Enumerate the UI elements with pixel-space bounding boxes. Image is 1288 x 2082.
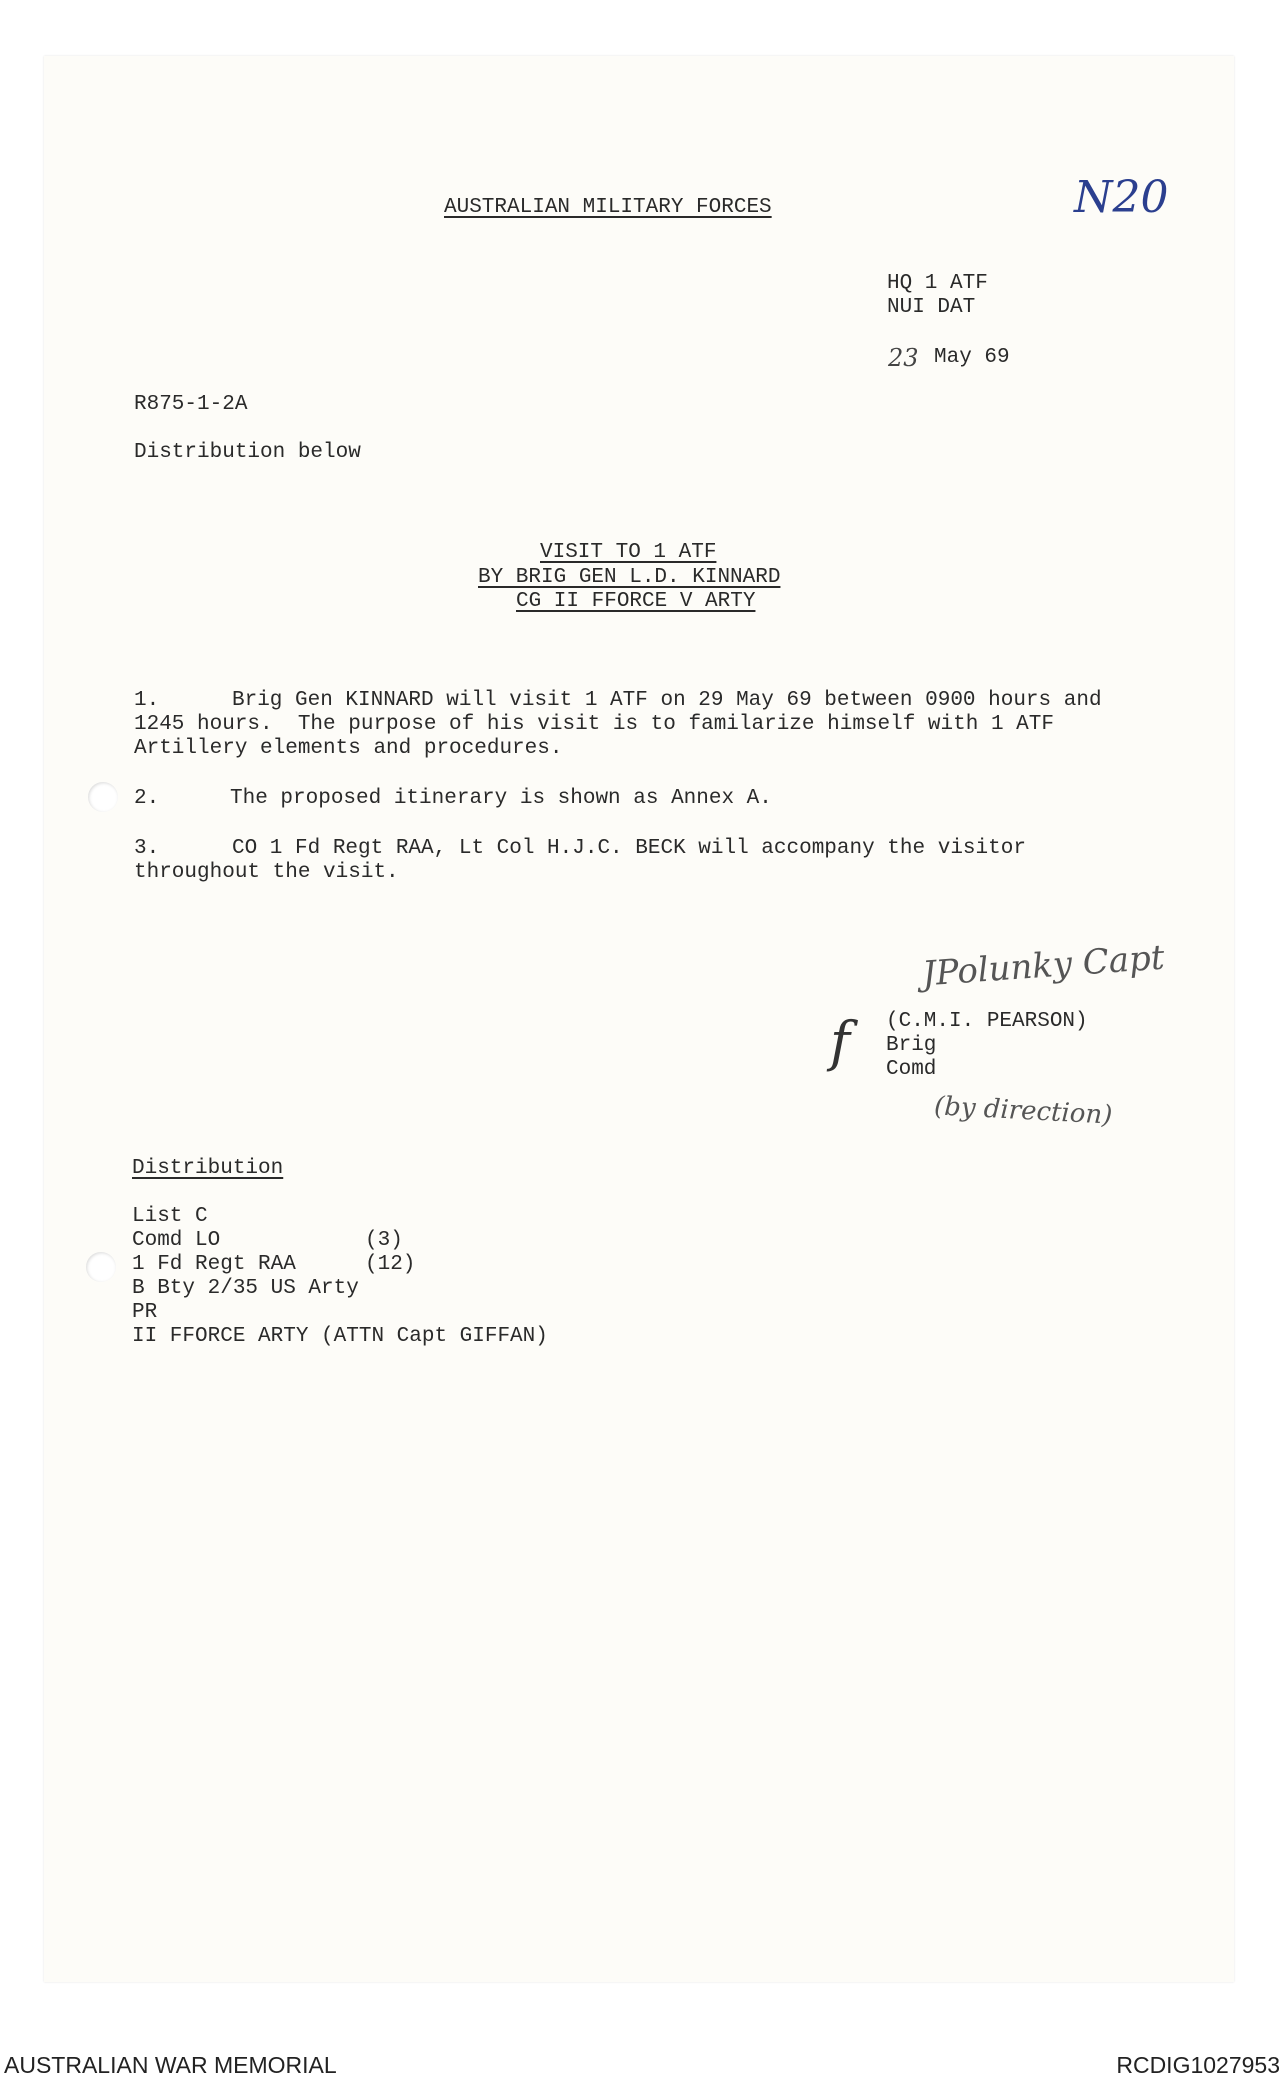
paragraph-text: CO 1 Fd Regt RAA, Lt Col H.J.C. BECK will accompany the visitor: [232, 837, 1026, 860]
paragraph-text: 1245 hours. The purpose of his visit is to familarize himself with 1 ATF: [134, 713, 1054, 736]
paragraph-number: 2.: [134, 787, 160, 810]
distribution-item: II FFORCE ARTY (ATTN Capt GIFFAN): [132, 1325, 548, 1348]
signatory-title: Comd: [886, 1058, 937, 1081]
distribution-copies: (12): [365, 1253, 416, 1276]
punch-hole: [88, 782, 118, 812]
paragraph-text: The proposed itinerary is shown as Annex A.: [230, 787, 772, 810]
distribution-item: PR: [132, 1301, 158, 1324]
footer-institution: AUSTRALIAN WAR MEMORIAL: [4, 2052, 337, 2078]
date-day-handwritten: 23: [888, 344, 919, 372]
subject-line-3: CG II FFORCE V ARTY: [516, 590, 756, 613]
address-line-1: HQ 1 ATF: [887, 272, 988, 295]
paragraph-text: Brig Gen KINNARD will visit 1 ATF on 29 May 69 between 0900 hours and: [232, 689, 1102, 712]
signatory-name: (C.M.I. PEARSON): [886, 1010, 1088, 1033]
by-direction-note: (by direction): [933, 1091, 1114, 1131]
distribution-item: List C: [132, 1205, 208, 1228]
punch-hole: [86, 1252, 116, 1282]
for-mark: f: [830, 1010, 850, 1073]
footer-reference-id: RCDIG1027953: [1116, 2052, 1280, 2078]
distribution-item: B Bty 2/35 US Arty: [132, 1277, 359, 1300]
distribution-heading: Distribution: [132, 1157, 284, 1180]
document-title: AUSTRALIAN MILITARY FORCES: [444, 196, 772, 219]
subject-line-1: VISIT TO 1 ATF: [540, 541, 717, 564]
distribution-item: 1 Fd Regt RAA: [132, 1253, 296, 1276]
address-line-2: NUI DAT: [887, 296, 976, 319]
distribution-item: Comd LO: [132, 1229, 221, 1252]
reference-number: R875-1-2A: [134, 393, 248, 416]
date-month-year: May 69: [934, 346, 1010, 369]
distribution-note: Distribution below: [134, 441, 361, 464]
distribution-copies: (3): [365, 1229, 403, 1252]
subject-line-2: BY BRIG GEN L.D. KINNARD: [478, 566, 781, 589]
paragraph-text: throughout the visit.: [134, 861, 399, 884]
paragraph-number: 3.: [134, 837, 160, 860]
handwritten-signature: JPolunky Capt: [920, 937, 1166, 995]
paragraph-text: Artillery elements and procedures.: [134, 737, 563, 760]
file-annotation: N20: [1074, 172, 1169, 223]
signatory-rank: Brig: [886, 1034, 937, 1057]
paragraph-number: 1.: [134, 689, 160, 712]
